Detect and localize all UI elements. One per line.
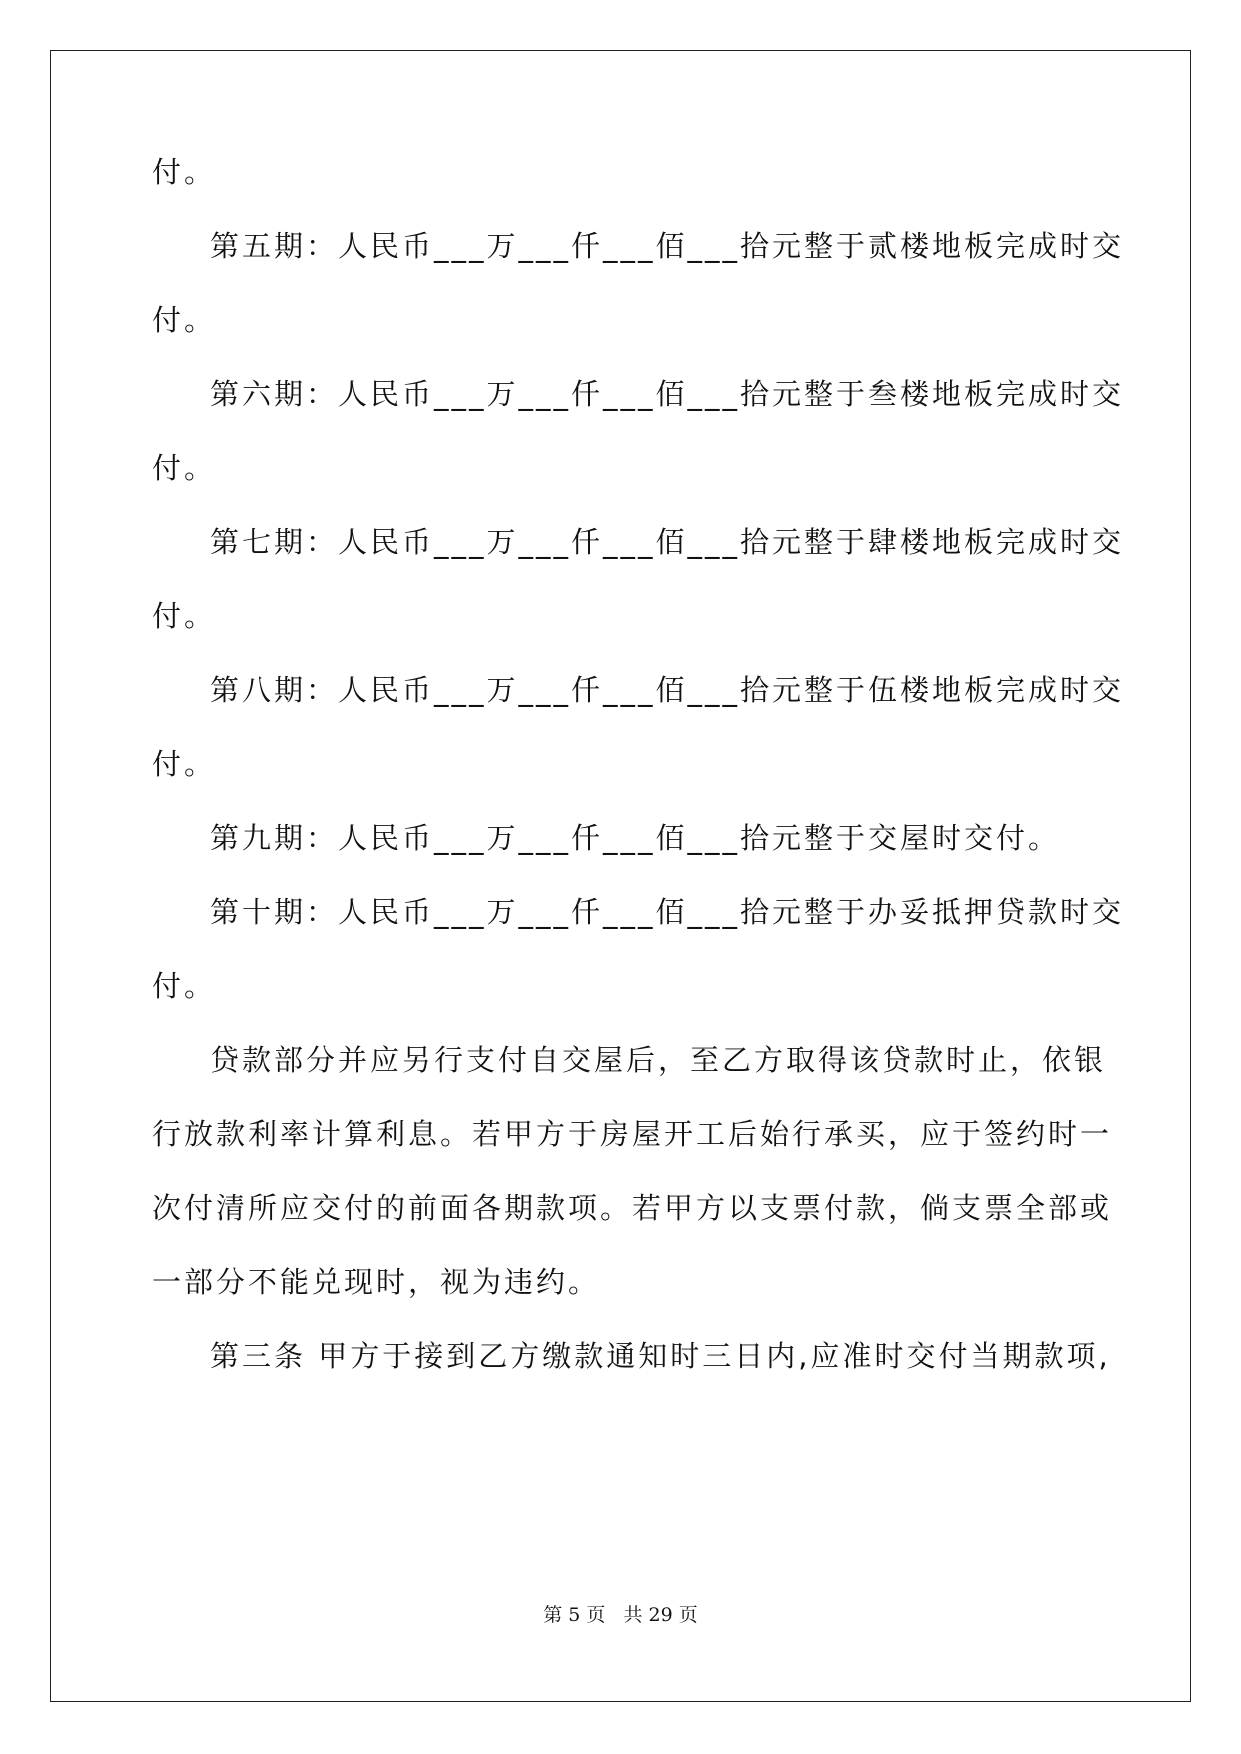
- text-line: 第五期：人民币___万___仟___佰___拾元整于贰楼地板完成时交: [210, 229, 1125, 263]
- text-line: 次付清所应交付的前面各期款项。若甲方以支票付款，倘支票全部或: [152, 1191, 1113, 1225]
- text-line: 付。: [152, 747, 217, 781]
- text-line: 第八期：人民币___万___仟___佰___拾元整于伍楼地板完成时交: [210, 673, 1125, 707]
- text-line: 付。: [152, 155, 217, 189]
- text-line: 第七期：人民币___万___仟___佰___拾元整于肆楼地板完成时交: [210, 525, 1125, 559]
- text-line: 付。: [152, 303, 217, 337]
- text-line: 一部分不能兑现时，视为违约。: [152, 1265, 601, 1299]
- text-line: 付。: [152, 969, 217, 1003]
- text-line: 付。: [152, 599, 217, 633]
- text-line: 第九期：人民币___万___仟___佰___拾元整于交屋时交付。: [210, 821, 1061, 855]
- text-line: 第六期：人民币___万___仟___佰___拾元整于叁楼地板完成时交: [210, 377, 1125, 411]
- text-line: 第三条 甲方于接到乙方缴款通知时三日内,应准时交付当期款项,: [210, 1339, 1111, 1373]
- text-line: 贷款部分并应另行支付自交屋后，至乙方取得该贷款时止，依银: [210, 1043, 1107, 1077]
- text-line: 第十期：人民币___万___仟___佰___拾元整于办妥抵押贷款时交: [210, 895, 1125, 929]
- page-frame: [50, 50, 1191, 1702]
- page-footer: 第 5 页 共 29 页: [543, 1604, 698, 1626]
- text-line: 付。: [152, 451, 217, 485]
- text-line: 行放款利率计算利息。若甲方于房屋开工后始行承买，应于签约时一: [152, 1117, 1113, 1151]
